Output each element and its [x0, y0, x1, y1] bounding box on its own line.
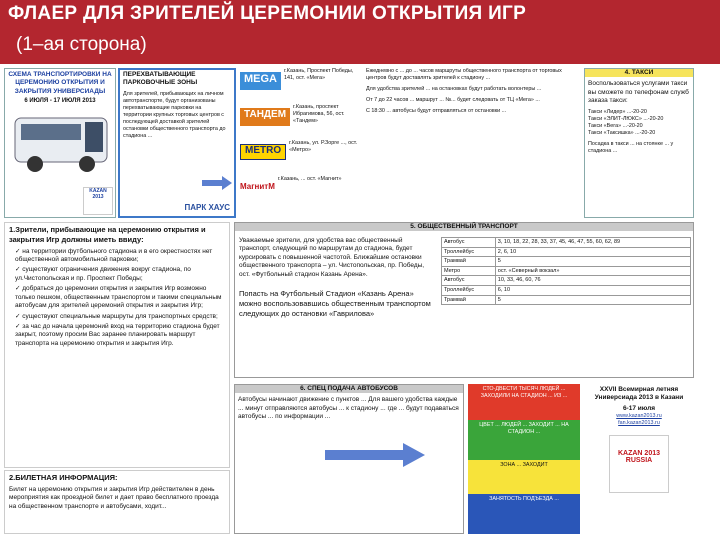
title-bar [0, 0, 720, 64]
mall-row [240, 104, 364, 140]
legend-item: СТО-ДВЕСТИ ТЫСЯЧ ЛЮДЕЙ ... ЗАХОДИЛИ НА СТАДИОН ... ИЗ ... [468, 384, 580, 420]
transport-text: Уважаемые зрители, для удобства вас общественный транспорт, следующий по маршрутам до стадиона, будет курсировать с повышенной частотой. Ближайшие остановки общественного транспорта – ул. Чистопольская, пр. Победы, ост. «Футбольный стадион Казань Арена». [239, 237, 425, 278]
taxi-item: Такси «Таксишка» ...-20-20 [588, 129, 656, 136]
mall-row [240, 176, 364, 212]
universiade-title: XXVII Всемирная летняя Универсиада 2013 в Казани [594, 386, 684, 402]
scheme-title: СХЕМА ТРАНСПОРТИРОВКИ НА ЦЕРЕМОНИЮ ОТКРЫТИЯ И ЗАКРЫТИЯ УНИВЕРСИАДЫ [8, 71, 112, 95]
kazan-2013-logo: KAZAN 2013 RUSSIA [609, 435, 669, 493]
special-title: 6. СПЕЦ ПОДАЧА АВТОБУСОВ [235, 385, 463, 393]
mall-row [240, 140, 364, 176]
mall-address: г.Казань, ... ост. «Магнит» [277, 176, 342, 182]
ticket-text: Билет на церемонию открытия и закрытия Игр действителен в день мероприятия как проездной билет и дает право бесплатного проезда на общественном транспорте и автобусами, ходит... [9, 485, 219, 510]
taxi-panel [584, 68, 694, 218]
route-text: Ежедневно с ... до ... часов маршруты общественного транспорта от торговых центров будут доставлять зрителей к стадиону ... [366, 68, 562, 82]
info-item: ✓ добраться до церемонии открытия и закрытия Игр возможно только пешком, общественным транспортом и такими специальным автобусам для зрителей церемоний открытия и закрытия Игр; [15, 285, 222, 310]
routes-panel [366, 68, 580, 218]
transport-text-2: Попасть на Футбольный Стадион «Казань Арена» можно воспользовавшись общественным транспортом следующих до остановки «Гаврилова» [239, 289, 431, 318]
metro-logo: METRO [240, 144, 286, 160]
mall-address: г.Казань, ул. Р.Зорге ..., ост. «Метро» [289, 140, 358, 154]
info-item: ✓ за час до начала церемоний вход на территорию стадиона будет закрыт, поэтому просим Вас заранее планировать маршрут транспорта на церемонию открытия и закрытия Игр. [15, 323, 220, 347]
parking-title: ПЕРЕХВАТЫВАЮЩИЕ ПАРКОВОЧНЫЕ ЗОНЫ [123, 71, 198, 87]
table-row: Автобус 10, 33, 46, 60, 76 [442, 276, 691, 286]
malls-column [240, 68, 364, 218]
info-title: 1.Зрители, прибывающие на церемонию открытия и закрытия Игр должны иметь ввиду: [9, 225, 206, 244]
info-panel [4, 222, 230, 468]
parking-panel [118, 68, 236, 218]
universiade-panel [584, 384, 694, 534]
info-item: ✓ существуют специальные маршруты для транспортных средств; [15, 312, 218, 320]
taxi-item: Такси «ЭЛИТ-ЛЮКС» ...-20-20 [588, 115, 664, 122]
taxi-title: 4. ТАКСИ [585, 69, 693, 77]
tandem-logo: ТАНДЕМ [240, 108, 290, 126]
page-subtitle: (1–ая сторона) [16, 34, 147, 55]
ticket-title: 2.БИЛЕТНАЯ ИНФОРМАЦИЯ: [9, 473, 118, 482]
mall-address: г.Казань, Проспект Победы, 141, ост. «Мега» [284, 68, 354, 82]
universiade-link-fan[interactable]: fan.kazan2013.ru [618, 420, 660, 427]
mall-row [240, 68, 364, 104]
table-row: Автобус 3, 10, 18, 22, 28, 33, 37, 45, 46, 47, 55, 60, 62, 89 [442, 238, 691, 248]
table-row: Метро ост. «Северный вокзал» [442, 266, 691, 276]
legend-item: ЗОНА ... ЗАХОДИТ [468, 460, 580, 494]
route-text: Для удобства зрителей ... на остановках будут работать волонтеры ... [366, 86, 542, 93]
universiade-dates: 6-17 июля [622, 404, 656, 412]
legend-item: ЗАНЯТОСТЬ ПОДЪЕЗДА ... [468, 494, 580, 534]
scheme-dates: 6 ИЮЛЯ - 17 ИЮЛЯ 2013 [24, 98, 96, 105]
taxi-item: Такси «Вега» ...-20-20 [588, 122, 643, 129]
special-panel [234, 384, 464, 534]
arrow-icon [202, 176, 232, 190]
special-text: Автобусы начинают движение с пунктов ... Для вашего удобства каждые ... минут отправляются автобусы ... к стадиону ... где ... будут подаваться автобусы ... по информации ... [238, 396, 459, 421]
bus-image [7, 108, 115, 182]
ticket-panel [4, 470, 230, 534]
legend-item: ЦВЕТ ... ЛЮДЕЙ ... ЗАХОДИТ ... НА СТАДИОН ... [468, 420, 580, 460]
info-item: ✓ существуют ограничения движения вокруг стадиона, по ул.Чистопольская и пр. Проспект Победы; [15, 266, 191, 282]
taxi-note: Посадка в такси ... на стоянке ... у стадиона ... [588, 140, 674, 154]
info-item: ✓ на территории футбольного стадиона и в его окрестностях нет общественной автомобильной парковки; [15, 247, 213, 263]
table-row: Трамвай 5 [442, 295, 691, 305]
taxi-text: Воспользоваться услугами такси вы сможете по телефонам служб заказа такси: [588, 80, 689, 105]
scheme-panel [4, 68, 116, 218]
transport-panel [234, 222, 694, 378]
parking-banner: ПАРК ХАУС [184, 203, 230, 212]
table-row: Троллейбус 6, 10 [442, 285, 691, 295]
kazan-logo-small: KAZAN 2013 [83, 187, 113, 215]
transport-table [441, 237, 691, 305]
table-row: Троллейбус 2, 6, 10 [442, 247, 691, 257]
route-text: С 18:30 ... автобусы будут отправляться от остановки ... [366, 108, 507, 115]
mega-logo: MEGA [240, 72, 281, 90]
arrow-icon [325, 443, 425, 467]
transport-title: 5. ОБЩЕСТВЕННЫЙ ТРАНСПОРТ [235, 223, 693, 231]
page-title: ФЛАЕР ДЛЯ ЗРИТЕЛЕЙ ЦЕРЕМОНИИ ОТКРЫТИЯ ИГР [8, 3, 527, 24]
route-text: От 7 до 22 часов ... маршрут ... №... будет следовать от ТЦ «Мега» ... [366, 97, 540, 104]
mall-address: г.Казань, проспект Ибрагимова, 56, ост. «Тандем» [293, 104, 345, 125]
table-row: Трамвай 5 [442, 257, 691, 267]
parking-text: Для зрителей, прибывающих на личном автотранспорте, будут организованы перехватывающие парковки на территории крупных торговых центров с последующей доставкой зрителей остановки общественного транспорта до стадиона ... [123, 90, 226, 139]
universiade-link[interactable]: www.kazan2013.ru [616, 413, 662, 420]
transport-left [239, 237, 435, 318]
taxi-item: Такси «Лидер» ...-20-20 [588, 108, 647, 115]
magnit-logo: МагнитМ [240, 182, 275, 191]
legend-panel [468, 384, 580, 534]
